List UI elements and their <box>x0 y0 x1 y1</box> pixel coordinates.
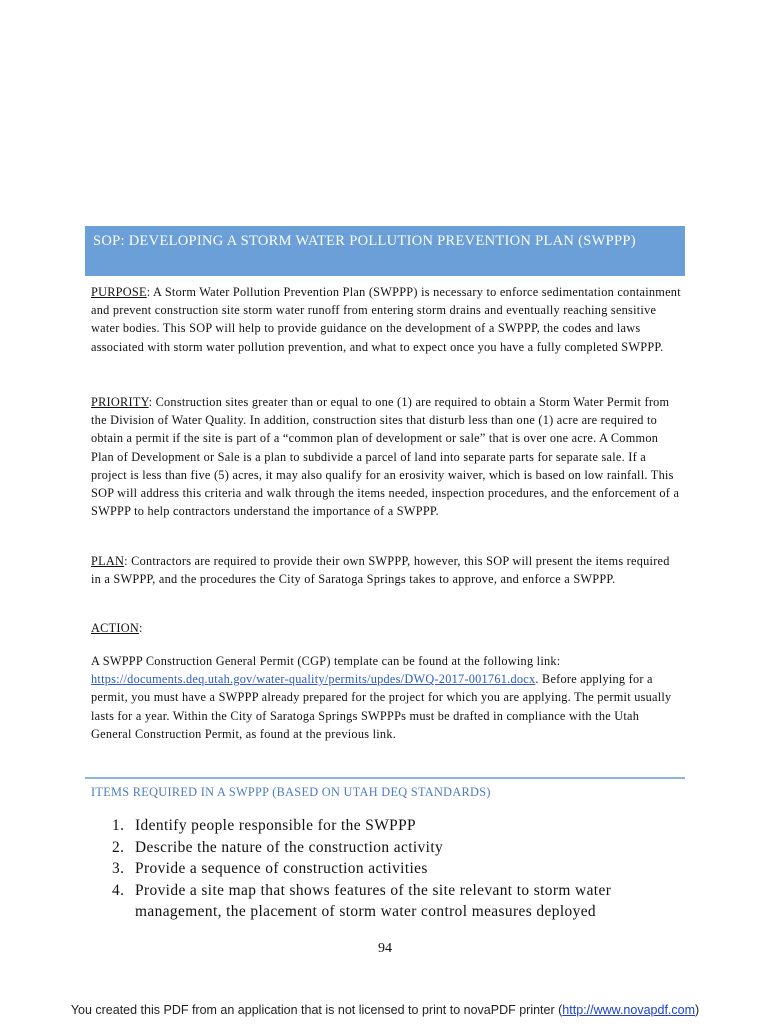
plan-label: PLAN <box>91 554 125 568</box>
footer-text-before: You created this PDF from an application that is not licensed to print to novaPDF printer ( <box>70 1003 563 1017</box>
action-colon: : <box>138 621 143 635</box>
plan-text: : Contractors are required to provide their own SWPPP, however, this SOP will present the items required in a SWPPP, and the procedures the City of Saratoga Springs takes to approve, and enforce a SWPPP. <box>91 554 670 587</box>
section-divider <box>85 777 685 779</box>
list-item-text: Describe the nature of the construction activity <box>135 838 444 856</box>
action-text-before: A SWPPP Construction General Permit (CGP) template can be found at the following link: <box>91 654 561 668</box>
action-heading <box>91 619 681 637</box>
list-item-number: 3. <box>112 860 125 877</box>
novapdf-link[interactable]: http://www.novapdf.com <box>562 1003 695 1017</box>
license-footer <box>0 1003 770 1017</box>
banner-title: SOP: DEVELOPING A STORM WATER POLLUTION PREVENTION PLAN (SWPPP) <box>93 233 636 249</box>
list-item <box>112 880 687 923</box>
action-text-after: . Before applying for a permit, you must have a SWPPP already prepared for the project for which you are applying. The permit usually lasts for a year. Within the City of Saratoga Springs SWPPPs must be drafted in compliance with the Utah General Construction Permit, as found at the previous link. <box>91 672 672 741</box>
priority-text: : Construction sites greater than or equal to one (1) are required to obtain a Storm Water Permit from the Division of Water Quality. In addition, construction sites that disturb less than one (1) acre are required to obtain a permit if the site is part of a “common plan of development or sale” that is over one acre. A Common Plan of Development or Sale is a plan to subdivide a parcel of land into separate parts for separate sale. If a project is less than five (5) acres, it may also qualify for an erosivity waiver, which is based on low rainfall. This SOP will address this criteria and walk through the items needed, inspection procedures, and the enforcement of a SWPPP to help contractors understand the importance of a SWPPP. <box>91 395 680 519</box>
list-item <box>112 815 687 837</box>
deq-permit-link[interactable]: https://documents.deq.utah.gov/water-quality/permits/updes/DWQ-2017-001761.docx <box>91 672 536 687</box>
action-label: ACTION <box>91 621 139 635</box>
action-paragraph <box>91 652 681 743</box>
items-list <box>112 815 687 923</box>
section-banner <box>85 226 685 276</box>
section-title: ITEMS REQUIRED IN A SWPPP (BASED ON UTAH DEQ STANDARDS) <box>91 785 491 799</box>
purpose-text: : A Storm Water Pollution Prevention Plan (SWPPP) is necessary to enforce sedimentation containment and prevent construction site storm water runoff from entering storm drains and eventually reaching sensitive water bodies. This SOP will help to provide guidance on the development of a SWPPP, the codes and laws associated with storm water pollution prevention, and what to expect once you have a fully completed SWPPP. <box>91 285 681 354</box>
list-item-text: Provide a site map that shows features of the site relevant to storm water management, the placement of storm water control measures deployed <box>135 881 612 920</box>
list-item <box>112 858 687 880</box>
purpose-paragraph <box>91 283 681 356</box>
plan-paragraph <box>91 552 681 588</box>
list-item-number: 4. <box>112 881 125 899</box>
list-item-text: Provide a sequence of construction activities <box>135 860 428 877</box>
priority-label: PRIORITY <box>91 395 149 409</box>
page-number: 94 <box>378 941 392 956</box>
purpose-label: PURPOSE <box>91 285 147 299</box>
footer-text-after: ) <box>695 1003 700 1017</box>
priority-paragraph <box>91 393 681 520</box>
list-item-number: 2. <box>112 838 125 856</box>
list-item <box>112 837 687 859</box>
list-item-text: Identify people responsible for the SWPPP <box>135 817 416 834</box>
list-item-number: 1. <box>112 817 125 834</box>
